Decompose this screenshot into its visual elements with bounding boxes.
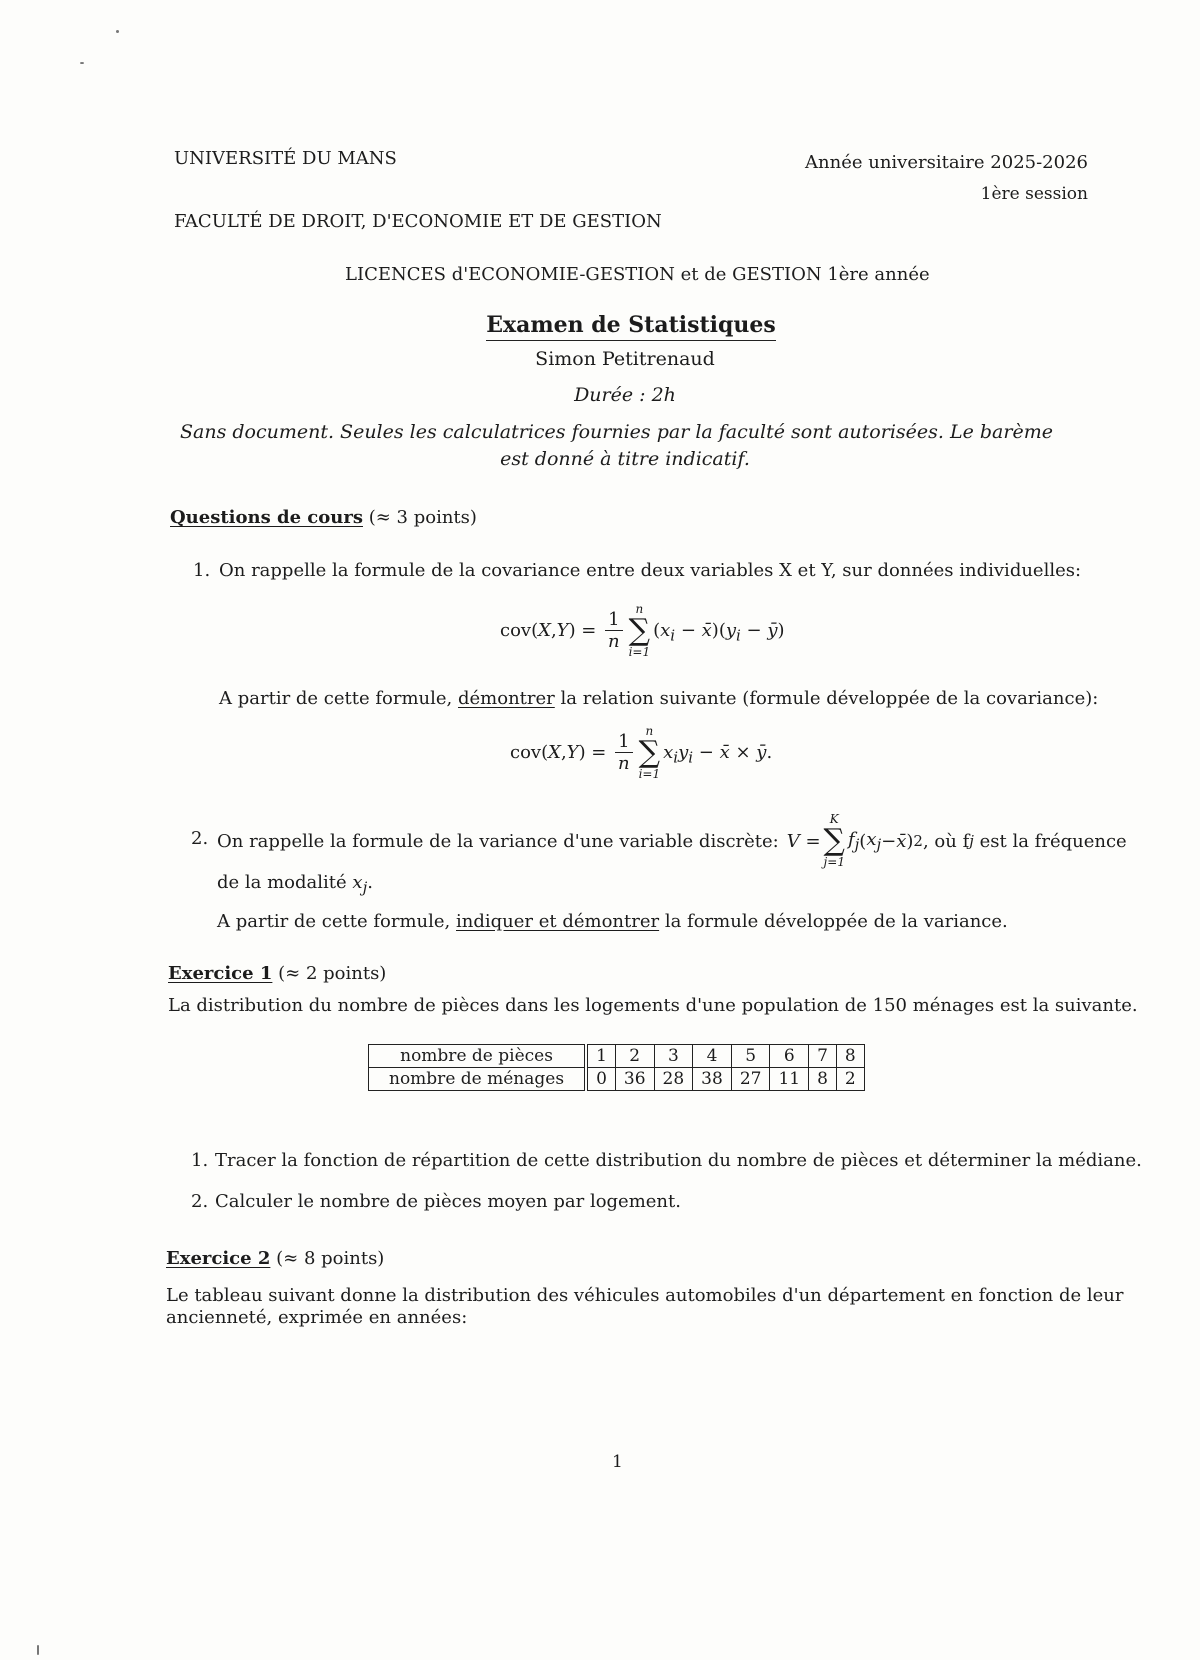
table-row-label: nombre de pièces bbox=[369, 1045, 587, 1068]
q2-text-pre: On rappelle la formule de la variance d'une variable discrète: bbox=[217, 830, 779, 852]
scan-speck bbox=[37, 1645, 39, 1655]
page-number: 1 bbox=[612, 1452, 623, 1472]
programme: LICENCES d'ECONOMIE-GESTION et de GESTION 1ère année bbox=[345, 264, 930, 285]
cours-points: (≈ 3 points) bbox=[368, 507, 477, 528]
cours-heading bbox=[170, 507, 477, 528]
table-cell: 36 bbox=[615, 1068, 654, 1091]
q2-line2-text: de la modalité bbox=[217, 872, 347, 893]
ex1-points: (≈ 2 points) bbox=[278, 963, 387, 984]
cours-q2-instruction bbox=[217, 911, 1008, 932]
q2-text-end: est la fréquence bbox=[979, 830, 1127, 852]
table-cell: 27 bbox=[731, 1068, 770, 1091]
instructions-line1: Sans document. Seules les calculatrices fournies par la faculté sont autorisées. Le barème bbox=[180, 421, 1053, 443]
table-cell: 2 bbox=[615, 1045, 654, 1068]
table-cell: 1 bbox=[586, 1045, 615, 1068]
covariance-developed-formula: cov(X,Y) = $\frac{1}{n}$ n ∑ i=1 $x_iy_i$ − x̄ × ȳ. bbox=[510, 724, 773, 781]
q2-instr-emphasis: indiquer et démontrer bbox=[456, 911, 660, 932]
table-cell: 8 bbox=[809, 1068, 837, 1091]
ex2-heading bbox=[166, 1248, 384, 1269]
ex1-intro: La distribution du nombre de pièces dans les logements d'une population de 150 ménages est la suivante. bbox=[168, 995, 1138, 1016]
q1-instr-pre: A partir de cette formule, bbox=[219, 688, 453, 709]
table-cell: 5 bbox=[731, 1045, 770, 1068]
table-cell: 2 bbox=[836, 1068, 864, 1091]
cours-q1-instruction bbox=[219, 688, 1098, 709]
table-cell: 3 bbox=[654, 1045, 693, 1068]
ex1-distribution-table bbox=[368, 1044, 865, 1091]
exam-title: Examen de Statistiques bbox=[486, 312, 776, 341]
table-cell: 0 bbox=[586, 1068, 615, 1091]
ex2-points: (≈ 8 points) bbox=[276, 1248, 385, 1269]
exam-title-wrap bbox=[0, 312, 1200, 338]
q2-instr-pre: A partir de cette formule, bbox=[217, 911, 451, 932]
instructions-line2: est donné à titre indicatif. bbox=[500, 448, 750, 470]
scan-speck bbox=[116, 30, 119, 33]
cours-q2-line2: de la modalité $x_j$. bbox=[217, 872, 373, 897]
table-cell: 8 bbox=[836, 1045, 864, 1068]
q2-instr-post: la formule développée de la variance. bbox=[664, 911, 1008, 932]
cours-q2-number: 2. bbox=[191, 828, 209, 849]
table-cell: 11 bbox=[770, 1068, 809, 1091]
university-name: UNIVERSITÉ DU MANS bbox=[174, 148, 397, 169]
cours-q1-number: 1. bbox=[193, 560, 211, 581]
ex2-intro-line1: Le tableau suivant donne la distribution des véhicules automobiles d'un département en fonction de leur bbox=[166, 1285, 1124, 1306]
table-cell: 38 bbox=[693, 1068, 732, 1091]
ex2-intro-line2: ancienneté, exprimée en années: bbox=[166, 1307, 468, 1328]
q1-instr-emphasis: démontrer bbox=[458, 688, 555, 709]
cours-q1-text: On rappelle la formule de la covariance entre deux variables X et Y, sur données individuelles: bbox=[219, 560, 1082, 581]
exam-duration: Durée : 2h bbox=[574, 384, 676, 406]
table-row bbox=[369, 1045, 865, 1068]
table-cell: 7 bbox=[809, 1045, 837, 1068]
table-cell: 4 bbox=[693, 1045, 732, 1068]
ex1-q1-number: 1. bbox=[191, 1150, 209, 1171]
ex1-q2-text: Calculer le nombre de pièces moyen par logement. bbox=[215, 1191, 681, 1212]
ex1-heading bbox=[168, 963, 386, 984]
ex1-q1-text: Tracer la fonction de répartition de cette distribution du nombre de pièces et déterminer la médiane. bbox=[215, 1150, 1142, 1171]
faculty-name: FACULTÉ DE DROIT, D'ECONOMIE ET DE GESTION bbox=[174, 211, 662, 232]
exam-author: Simon Petitrenaud bbox=[535, 348, 715, 370]
ex1-title: Exercice 1 bbox=[168, 963, 273, 984]
ex2-title: Exercice 2 bbox=[166, 1248, 271, 1269]
q1-instr-post: la relation suivante (formule développée de la covariance): bbox=[560, 688, 1099, 709]
table-cell: 28 bbox=[654, 1068, 693, 1091]
table-row bbox=[369, 1068, 865, 1091]
covariance-formula: cov(X,Y) = $\frac{1}{n}$ n ∑ i=1 ($x_i$ − $x̄)(y_i$ − ȳ) bbox=[500, 602, 785, 659]
academic-year: Année universitaire 2025-2026 bbox=[805, 152, 1088, 173]
table-row-label: nombre de ménages bbox=[369, 1068, 587, 1091]
table-cell: 6 bbox=[770, 1045, 809, 1068]
q2-text-post: , où f bbox=[922, 830, 970, 852]
cours-q2-text: On rappelle la formule de la variance d'une variable discrète: V = K ∑ j=1 $f_j$ ( $x_j$ − x̄ ) 2 , où f j est la fréquence bbox=[217, 812, 1127, 869]
ex1-q2-number: 2. bbox=[191, 1191, 209, 1212]
scan-speck bbox=[80, 62, 84, 64]
cours-title: Questions de cours bbox=[170, 507, 363, 528]
session: 1ère session bbox=[980, 184, 1088, 204]
